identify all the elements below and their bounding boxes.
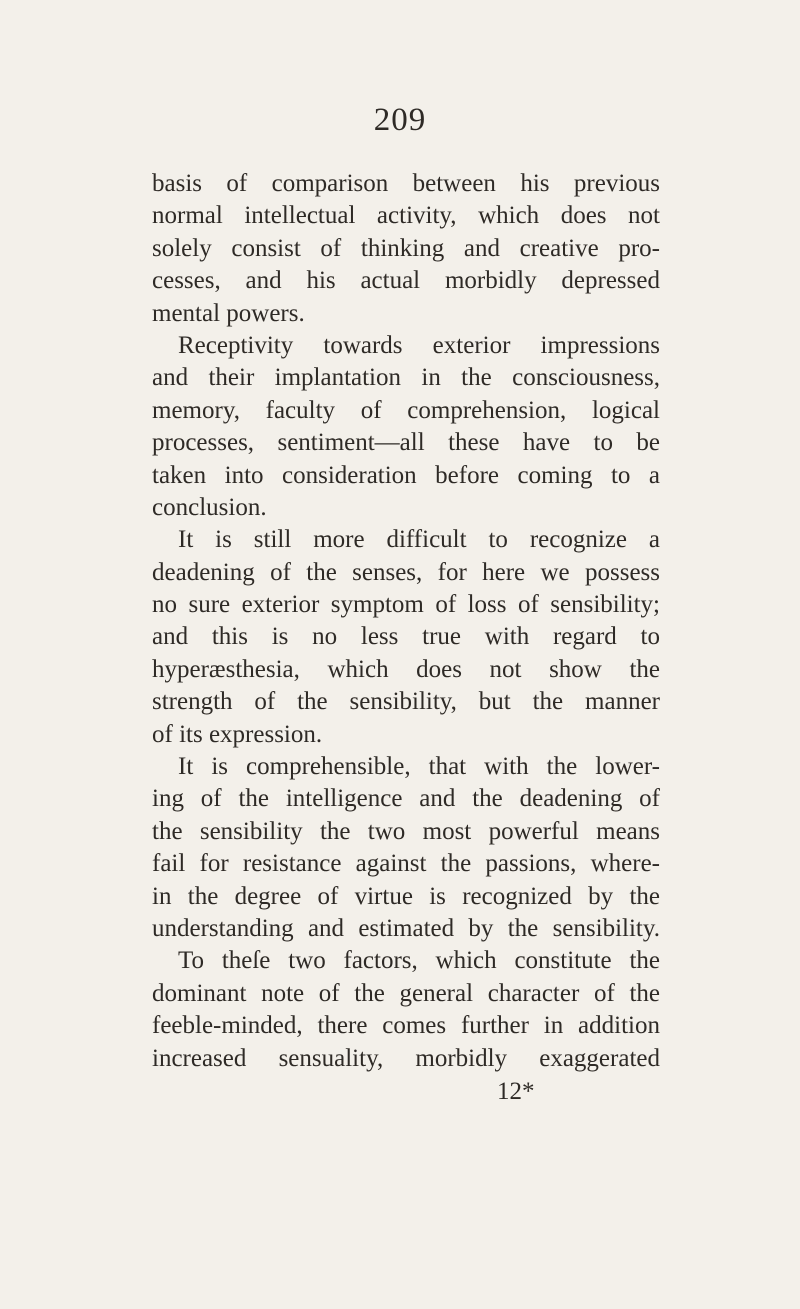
text-line: strength of the sensibility, but the manner [152,688,660,716]
text-line: cesses, and his actual morbidly depressed [152,267,660,295]
page-number: 209 [373,102,427,138]
text-line: hyperæsthesia, which does not show the [152,655,660,683]
text-line: memory, faculty of comprehension, logical [152,396,660,424]
text-line: taken into consideration before coming to a [152,461,660,489]
text-line: in the degree of virtue is recognized by the [152,882,660,910]
text-line: and this is no less true with regard to [152,623,660,651]
text-line: and their implantation in the consciousness, [152,364,660,392]
text-line: normal intellectual activity, which does not [152,202,660,230]
text-line: the sensibility the two most powerful means [152,817,660,845]
text-line: Receptivity towards exterior impressions [178,331,660,359]
body-text [152,168,660,1075]
text-line: mental powers. [152,299,305,327]
text-line: increased sensuality, morbidly exaggerated [152,1044,660,1072]
text-line: conclusion. [152,493,267,521]
text-line: It is comprehensible, that with the lower- [178,753,660,781]
text-line: dominant note of the general character of the [152,979,660,1007]
text-line: feeble-minded, there comes further in addition [152,1012,660,1040]
text-line: processes, sentiment—all these have to be [152,429,660,457]
text-line: ing of the intelligence and the deadening of [152,785,660,813]
text-line: It is still more difficult to recognize a [178,526,660,554]
text-line: fail for resistance against the passions, where- [152,850,660,878]
text-line: To theſe two factors, which constitute the [178,947,660,975]
text-line: of its expression. [152,720,323,748]
text-line: understanding and estimated by the sensibility. [152,914,660,942]
text-line: no sure exterior symptom of loss of sensibility; [152,591,660,619]
text-line: solely consist of thinking and creative pro- [152,234,660,262]
text-line: deadening of the senses, for here we possess [152,558,660,586]
signature-mark: 12* [497,1078,535,1105]
text-line: basis of comparison between his previous [152,170,660,197]
